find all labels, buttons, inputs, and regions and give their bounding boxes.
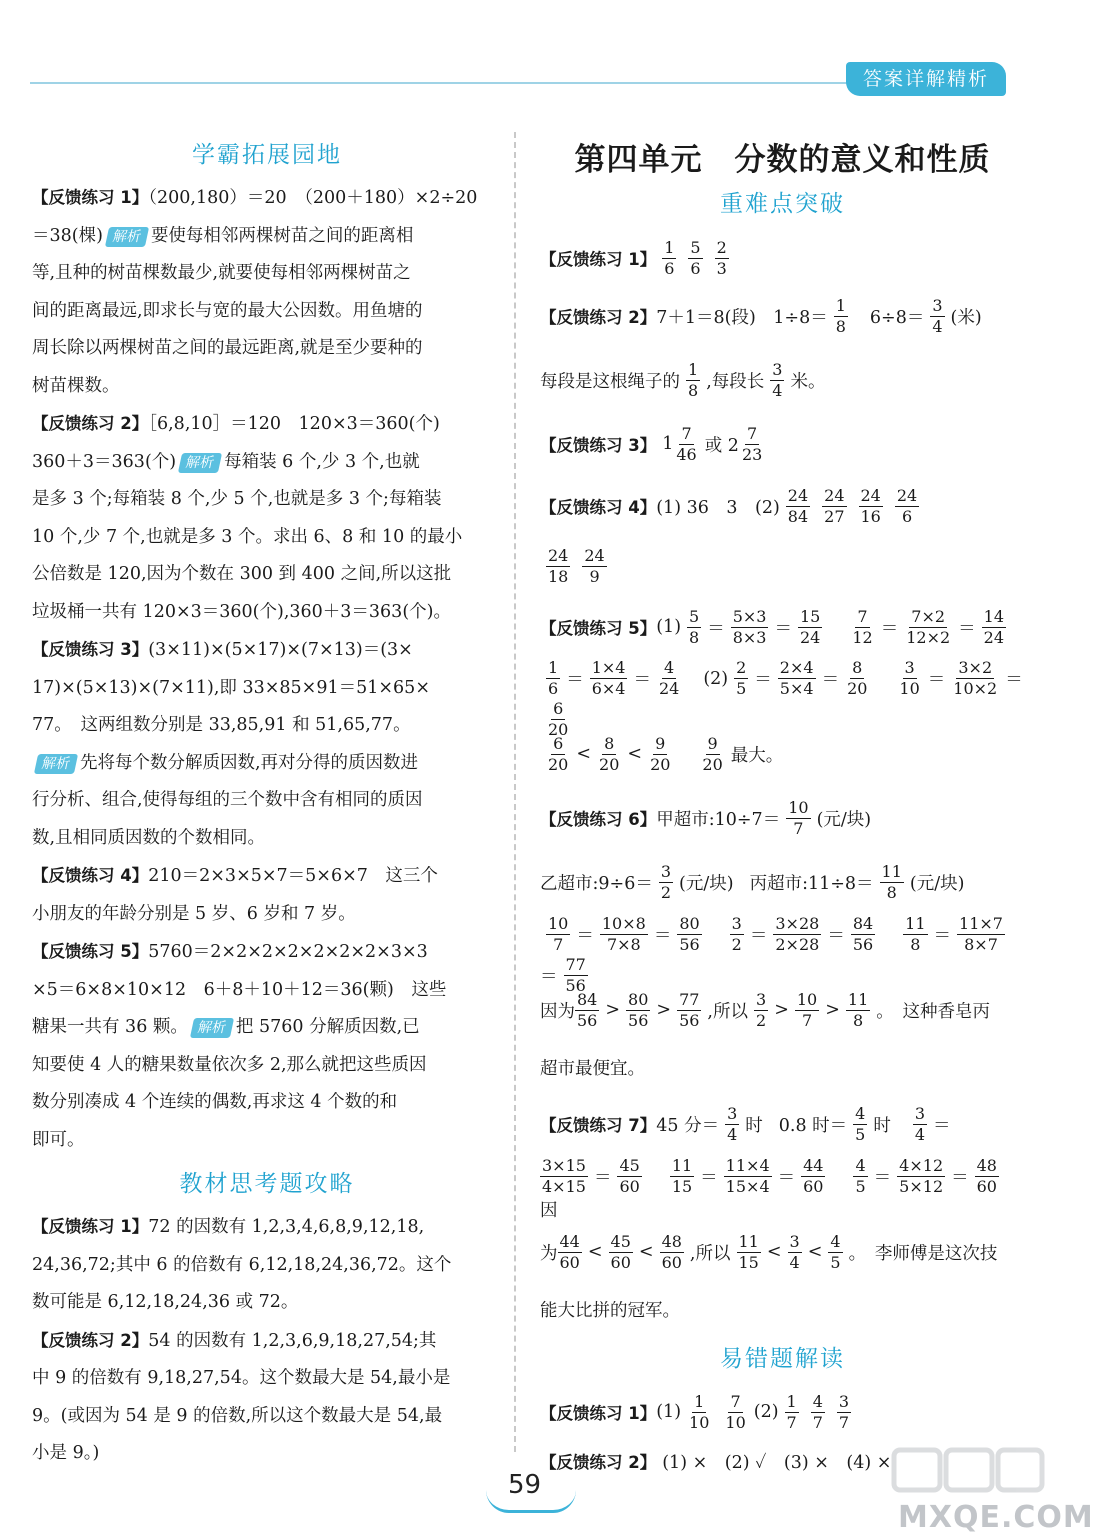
r-exercise-6-cont4: 超市最便宜。 xyxy=(540,1058,645,1079)
r-exercise-7: 【反馈练习 7】 45 分＝ $\frac{3}{4}$ 时 0.8 时＝ $\frac{4}{5}$ 时 $\frac{3}{4}$ ＝ xyxy=(540,1103,951,1144)
exercise-4: 【反馈练习 4】210＝2×3×5×7＝5×6×7 这三个 小朋友的年龄分别是 5 岁、6 岁和 7 岁。 xyxy=(32,866,438,924)
r-exercise-7-cont: $\frac{3\times 15}{4\times 15}$ ＝ $\frac{45}{60}$ $\frac{11}{15}$ ＝ $\frac{11\times 4}{15\times 4}$ ＝ $\frac{44}{60}$ $\frac{4}{5}$ ＝ $\frac{4\times 12}{5\times 12}$ ＝ $\frac{48}{60}$ 因 xyxy=(540,1156,997,1221)
section-title-key-points: 重难点突破 xyxy=(720,191,845,217)
analysis-tag: 解析 xyxy=(178,453,222,473)
exercise-5: 【反馈练习 5】5760＝2×2×2×2×2×2×2×3×3 ×5＝6×8×10×12 6＋8＋10＋12＝36(颗) 这些 糖果一共有 36 颗。 解析 把 5760 分解质因数,已 知要使 4 人的糖果数量依次多 2,那么就把这些质因 数分别凑成 4 个连续的偶数,再求这 4 个数的和 即可。 xyxy=(32,942,447,1150)
analysis-tag: 解析 xyxy=(34,754,78,774)
analysis-tag: 解析 xyxy=(190,1018,234,1038)
fraction: $\frac{1}{6}$ xyxy=(664,237,675,278)
fraction: $\frac{2}{3}$ xyxy=(716,237,727,278)
r-exercise-6-cont2: $\frac{10}{7}$ ＝ $\frac{10\times 8}{7\times 8}$ ＝ $\frac{80}{56}$ $\frac{3}{2}$ ＝ $\frac{3\times 28}{2\times 28}$ ＝ $\frac{84}{56}$ $\frac{11}{8}$ ＝ $\frac{11\times 7}{8\times 7}$ ＝ $\frac{77}{56}$ xyxy=(540,914,1003,995)
r-exercise-2: 【反馈练习 2】 7＋1＝8(段) 1÷8＝ $\frac{1}{8}$ 6÷8＝ $\frac{3}{4}$ (米) xyxy=(540,295,982,336)
watermark-text: MXQE.COM xyxy=(898,1500,1094,1535)
right-column xyxy=(540,130,1025,1481)
r-exercise-6-cont3: 因为 $\frac{84}{56}$ > $\frac{80}{56}$ > $\frac{77}{56}$ ,所以 $\frac{3}{2}$ > $\frac{10}{7}$ > $\frac{11}{8}$ 。 这种香皂丙 xyxy=(540,989,990,1030)
section-title-textbook: 教材思考题攻略 xyxy=(179,1171,355,1197)
section-title-mistakes: 易错题解读 xyxy=(720,1346,845,1372)
fraction: $\frac{5}{6}$ xyxy=(690,237,701,278)
exercise-2: 【反馈练习 2】［6,8,10］＝120 120×3＝360(个) 360＋3＝363(个) 解析 每箱装 6 个,少 3 个,也就 是多 3 个;每箱装 8 个,少 5 个,也就是多 3 个;每箱装 10 个,少 7 个,也就是多 3 个。求出 6、8 和 10 的最小 公倍数是 120,因为个数在 300 到 400 之间,所以这批 垃圾桶一共有 120×3＝360(个),360＋3＝363(个)。 xyxy=(32,414,463,622)
header-tag: 答案详解精析 xyxy=(846,62,1006,96)
analysis-tag: 解析 xyxy=(105,227,149,247)
r-exercise-1: 【反馈练习 1】 $\frac{1}{6}$ $\frac{5}{6}$ $\frac{2}{3}$ xyxy=(540,237,727,278)
r-exercise-7-cont2: 为 $\frac{44}{60}$ < $\frac{45}{60}$ < $\frac{48}{60}$ ,所以 $\frac{11}{15}$ < $\frac{3}{4}$ < $\frac{4}{5}$ 。 李师傅是这次技 xyxy=(540,1231,998,1272)
r-exercise-2-cont: 每段是这根绳子的 $\frac{1}{8}$ ,每段长 $\frac{3}{4}$ 米。 xyxy=(540,359,826,400)
exercise-1: 【反馈练习 1】（200,180）＝20 （200＋180）×2÷20 ＝38(棵) 解析 要使每相邻两棵树苗之间的距离相 等,且种的树苗棵数最少,就要使每相邻两棵树苗之 间的距离最远,即求长与宽的最大公因数。用鱼塘的 周长除以两棵树苗之间的最远距离,就是至少要种的 树苗棵数。 xyxy=(32,188,478,396)
exercise-3: 【反馈练习 3】(3×11)×(5×17)×(7×13)＝(3× 17)×(5×13)×(7×11),即 33×85×91＝51×65× 77。 这两组数分别是 33,85,91 和 51,65,77。 解析 先将每个数分解质因数,再对分得的质因数进 行分析、组合,使得每组的三个数中含有相同的质因 数,且相同质因数的个数相同。 xyxy=(32,640,430,848)
section-title-expansion: 学霸拓展园地 xyxy=(192,142,342,168)
r-exercise-3: 【反馈练习 3】 1 $\frac{7}{46}$ 或 2 $\frac{7}{23}$ xyxy=(540,423,763,464)
mistake-exercise-1: 【反馈练习 1】 (1) $\frac{1}{10}$ $\frac{7}{10}$ (2) $\frac{1}{7}$ $\frac{4}{7}$ $\frac{3}{7}$ xyxy=(540,1391,850,1432)
left-column xyxy=(32,130,502,1473)
r-exercise-5-cont2: $\frac{6}{20}$ < $\frac{8}{20}$ < $\frac{9}{20}$ $\frac{9}{20}$ 最大。 xyxy=(548,733,784,774)
page-number: 59 xyxy=(508,1470,542,1500)
r-exercise-7-cont3: 能大比拼的冠军。 xyxy=(540,1300,680,1321)
header-rule xyxy=(30,82,860,84)
r-exercise-5: 【反馈练习 5】 (1) $\frac{5}{8}$ ＝ $\frac{5\times 3}{8\times 3}$ ＝ $\frac{15}{24}$ $\frac{7}{12}$ ＝ $\frac{7\times 2}{12\times 2}$ ＝ $\frac{14}{24}$ xyxy=(540,606,1005,647)
r-exercise-5-cont: $\frac{1}{6}$ ＝ $\frac{1\times 4}{6\times 4}$ ＝ $\frac{4}{24}$ (2) $\frac{2}{5}$ ＝ $\frac{2\times 4}{5\times 4}$ ＝ $\frac{8}{20}$ $\frac{3}{10}$ ＝ $\frac{3\times 2}{10\times 2}$ ＝ $\frac{6}{20}$ xyxy=(548,658,1023,739)
textbook-exercise-1: 【反馈练习 1】72 的因数有 1,2,3,4,6,8,9,12,18, 24,36,72;其中 6 的倍数有 6,12,18,24,36,72。这个 数可能是 6,12,18,24,36 或 72。 xyxy=(32,1217,452,1312)
r-exercise-4: 【反馈练习 4】 (1) 36 3 (2) $\frac{24}{84}$ $\frac{24}{27}$ $\frac{24}{16}$ $\frac{24}{6}$ xyxy=(540,485,918,526)
mistake-exercise-2: 【反馈练习 2】 (1) × (2) ✓ (3) × (4) × xyxy=(540,1452,892,1473)
r-exercise-6: 【反馈练习 6】 甲超市:10÷7＝ $\frac{10}{7}$ (元/块) xyxy=(540,797,872,838)
r-exercise-4-cont: $\frac{24}{18}$ $\frac{24}{9}$ xyxy=(548,545,605,586)
textbook-exercise-2: 【反馈练习 2】54 的因数有 1,2,3,6,9,18,27,54;其 中 9 的倍数有 9,18,27,54。这个数最大是 54,最小是 9。(或因为 54 是 9 的倍数,所以这个数最大是 54,最 小是 9。) xyxy=(32,1330,451,1463)
column-divider xyxy=(514,132,516,1452)
r-exercise-6-cont: 乙超市:9÷6＝ $\frac{3}{2}$ (元/块) 丙超市:11÷8＝ $\frac{11}{8}$ (元/块) xyxy=(540,861,965,902)
unit-title: 第四单元 分数的意义和性质 xyxy=(574,142,991,178)
